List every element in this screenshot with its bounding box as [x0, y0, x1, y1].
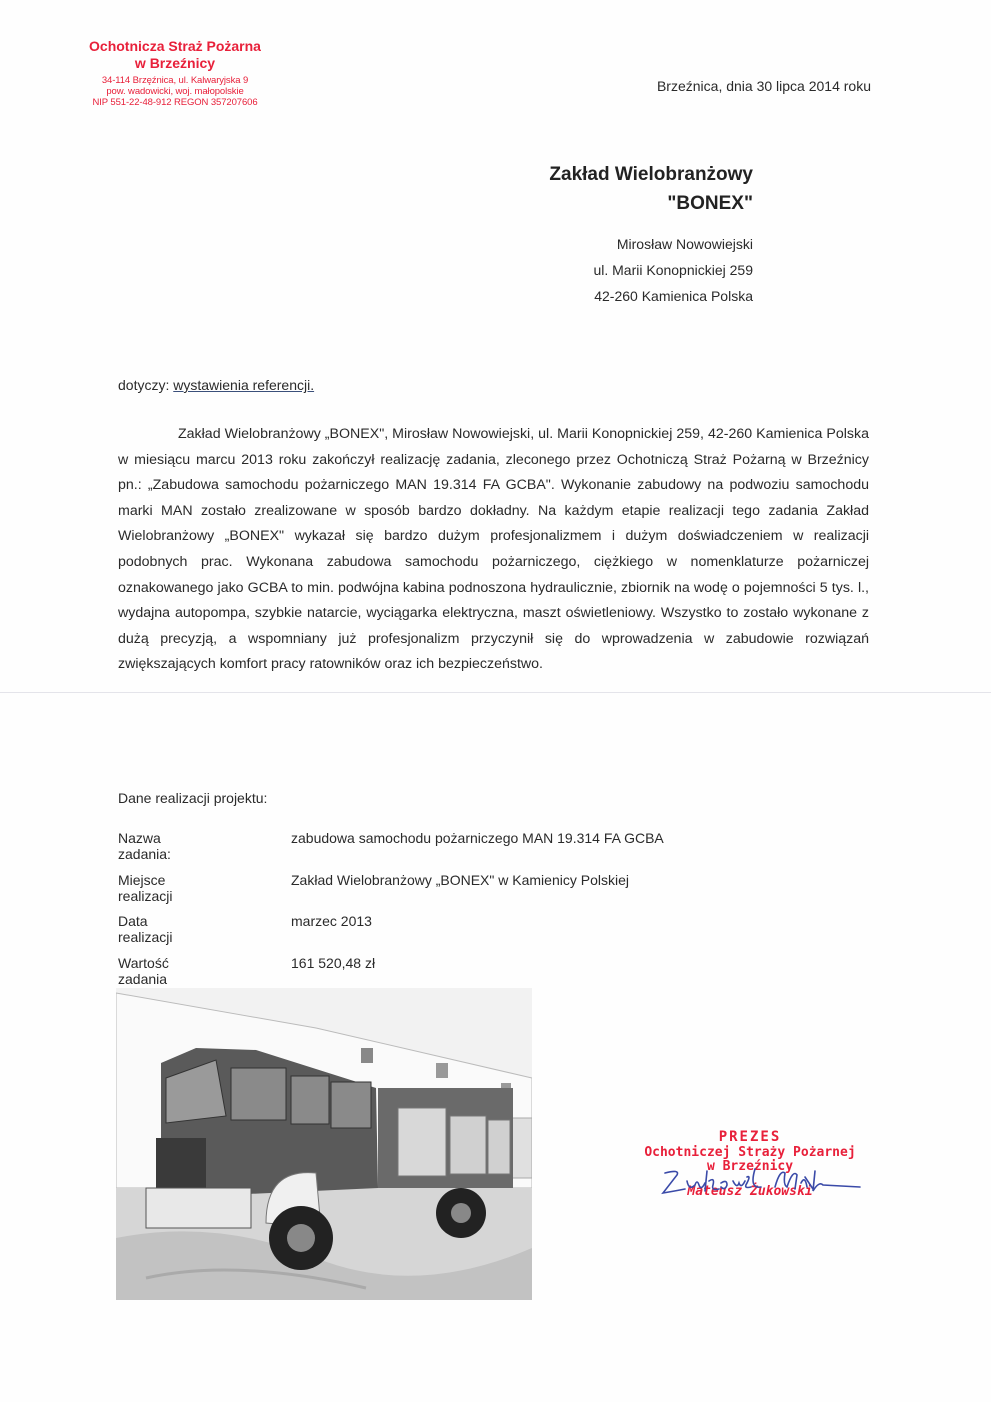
detail-label: Miejsce realizacji: [118, 871, 173, 904]
detail-label: Data realizacji: [118, 913, 173, 945]
sender-name-line2: w Brzeźnicy: [134, 55, 216, 71]
scan-artifact-line: [0, 692, 991, 693]
detail-value: 161 520,48 zł: [291, 954, 376, 971]
recipient-city: 42-260 Kamienica Polska: [594, 288, 753, 304]
stamp-org-line2: w Brzeźnicy: [706, 1159, 794, 1174]
sender-ids: NIP 551-22-48-912 REGON 357207606: [92, 97, 258, 108]
project-details-title: Dane realizacji projektu:: [118, 790, 268, 806]
stamp-title: PREZES: [718, 1129, 782, 1145]
fire-truck-photo: [116, 988, 532, 1300]
subject-line: [118, 377, 314, 393]
recipient-company-line2: "BONEX": [667, 193, 753, 214]
detail-value: marzec 2013: [291, 913, 372, 929]
recipient-block: [480, 160, 753, 309]
detail-label: Nazwa zadania:: [118, 830, 171, 862]
letter-body: Zakład Wielobranżowy „BONEX", Mirosław Nowowiejski, ul. Marii Konopnickiej 259, 42-260 Kamienica Polska w miesiącu marcu 2013 roku zakończył realizację zadania, zleconego przez Ochotniczą Straż Pożarną w Brzeźnicy pn.: „Zabudowa samochodu pożarniczego MAN 19.314 FA GCBA". Wykonanie zabudowy na podwoziu samochodu marki MAN zostało zrealizowane w sposób bardzo dokładny. Na każdym etapie realizacji tego zadania Zakład Wielobranżowy „BONEX" wykazał się bardzo dużym profesjonalizmem i dużym doświadczeniem w realizacji podobnych prac. Wykonana zabudowa samochodu pożarniczego, ciężkiego w nomenklaturze pożarniczej oznakowanego jako GCBA to min. podwójna kabina podnoszona hydraulicznie, zbiornik na wodę o pojemności 5 tys. l., wydajna autopompa, szybkie natarcie, wyciągarka elektryczna, maszt oświetleniowy. Wszystko to zostało wykonane z dużą precyzją, a wspomniany już profesjonalizm przyczynił się do wprowadzenia w zabudowie rozwiązań zwiększających komfort pracy ratowników oraz ich bezpieczeństwo.: [118, 426, 869, 673]
sender-stamp: [55, 38, 295, 108]
sender-district: pow. wadowicki, woj. małopolskie: [106, 86, 244, 97]
date-line: Brzeźnica, dnia 30 lipca 2014 roku: [656, 78, 871, 94]
stamp-signatory-name: Mateusz Żukowski: [687, 1184, 813, 1199]
sender-name-line1: Ochotnicza Straż Pożarna: [89, 38, 261, 54]
detail-label: Wartość zadania: [118, 954, 169, 987]
subject-text: wystawienia referencji.: [173, 377, 315, 393]
recipient-company-line1: Zakład Wielobranżowy: [549, 164, 753, 185]
fire-truck-illustration: [116, 988, 532, 1300]
recipient-person: Mirosław Nowowiejski: [616, 236, 753, 252]
stamp-org-line1: Ochotniczej Straży Pożarnej: [644, 1145, 856, 1160]
subject-label: dotyczy:: [118, 377, 174, 393]
detail-value: zabudowa samochodu pożarniczego MAN 19.314 FA GCBA: [291, 830, 664, 846]
handwritten-signature: [655, 1163, 865, 1203]
recipient-street: ul. Marii Konopnickiej 259: [593, 262, 753, 278]
detail-value: Zakład Wielobranżowy „BONEX" w Kamienicy Polskiej: [291, 871, 629, 888]
sender-address: 34-114 Brzęźnica, ul. Kalwaryjska 9: [101, 75, 249, 86]
